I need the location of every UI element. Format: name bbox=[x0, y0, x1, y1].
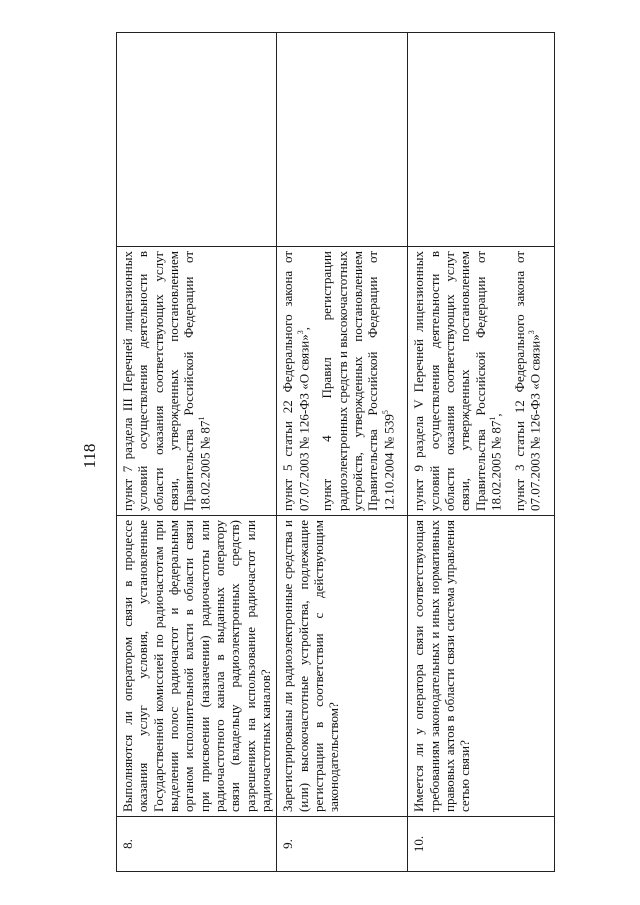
legal-reference: пункт 7 раздела III Перечней лицензионных условий осуществления деятельности в области оказания соответствующих услуг связи, утвержденных постановлением Правительства Российской Федерации от 18.02.2005 № $87^1$ bbox=[120, 251, 212, 511]
answer-cell bbox=[408, 33, 554, 247]
question-cell: Выполняются ли оператором связи в процессе оказания услуг условия, установленные Государственной комиссией по радиочастотам при выделении полос радиочастот и федеральным органом исполнительной власти в области связи при присвоении (назначении) радиочастоты или радиочастотного канала в выданных оператору связи (владельцу радиоэлектронных средств) разрешениях на использование радиочастот или радиочастотных каналов? bbox=[117, 516, 277, 817]
page-number: 118 bbox=[80, 443, 99, 469]
answer-cell bbox=[277, 33, 408, 247]
question-cell: Зарегистрированы ли радиоэлектронные средства и (или) высокочастотные устройства, подлежащие регистрации в соответствии с действующим законодательством? bbox=[277, 516, 408, 817]
answer-cell bbox=[117, 33, 277, 247]
question-cell: Имеется ли у оператора связи соответствующая требованиям законодательных и иных нормативных правовых актов в области связи система управления сетью связи? bbox=[408, 516, 554, 817]
legal-reference: пункт 3 статьи 12 Федерального закона от 07.07.2003 № 126-ФЗ «О связи»$^3$ bbox=[511, 251, 543, 511]
legal-reference-cell bbox=[277, 247, 408, 516]
rotated-page bbox=[80, 32, 543, 872]
table-row bbox=[117, 33, 277, 872]
legal-reference: пункт 4 Правил регистрации радиоэлектронных средств и высокочастотных устройств, утвержденных постановлением Правительства Российской Федерации от 12.10.2004 № $539^5$ bbox=[319, 251, 396, 511]
row-number: 8. bbox=[117, 817, 277, 872]
row-number: 9. bbox=[277, 817, 408, 872]
legal-reference: пункт 9 раздела V Перечней лицензионных условий осуществления деятельности в области оказания соответствующих услуг связи, утвержденных постановлением Правительства Российской Федерации от 18.02.2005 № $87^1$, bbox=[411, 251, 504, 511]
row-number: 10. bbox=[408, 817, 554, 872]
legal-reference-cell bbox=[408, 247, 554, 516]
table-row bbox=[277, 33, 408, 872]
legal-reference: пункт 5 статьи 22 Федерального закона от 07.07.2003 № 126-ФЗ «О связи»$^3$, bbox=[280, 251, 311, 511]
checklist-table bbox=[116, 32, 555, 872]
table-row bbox=[408, 33, 554, 872]
legal-reference-cell bbox=[117, 247, 277, 516]
